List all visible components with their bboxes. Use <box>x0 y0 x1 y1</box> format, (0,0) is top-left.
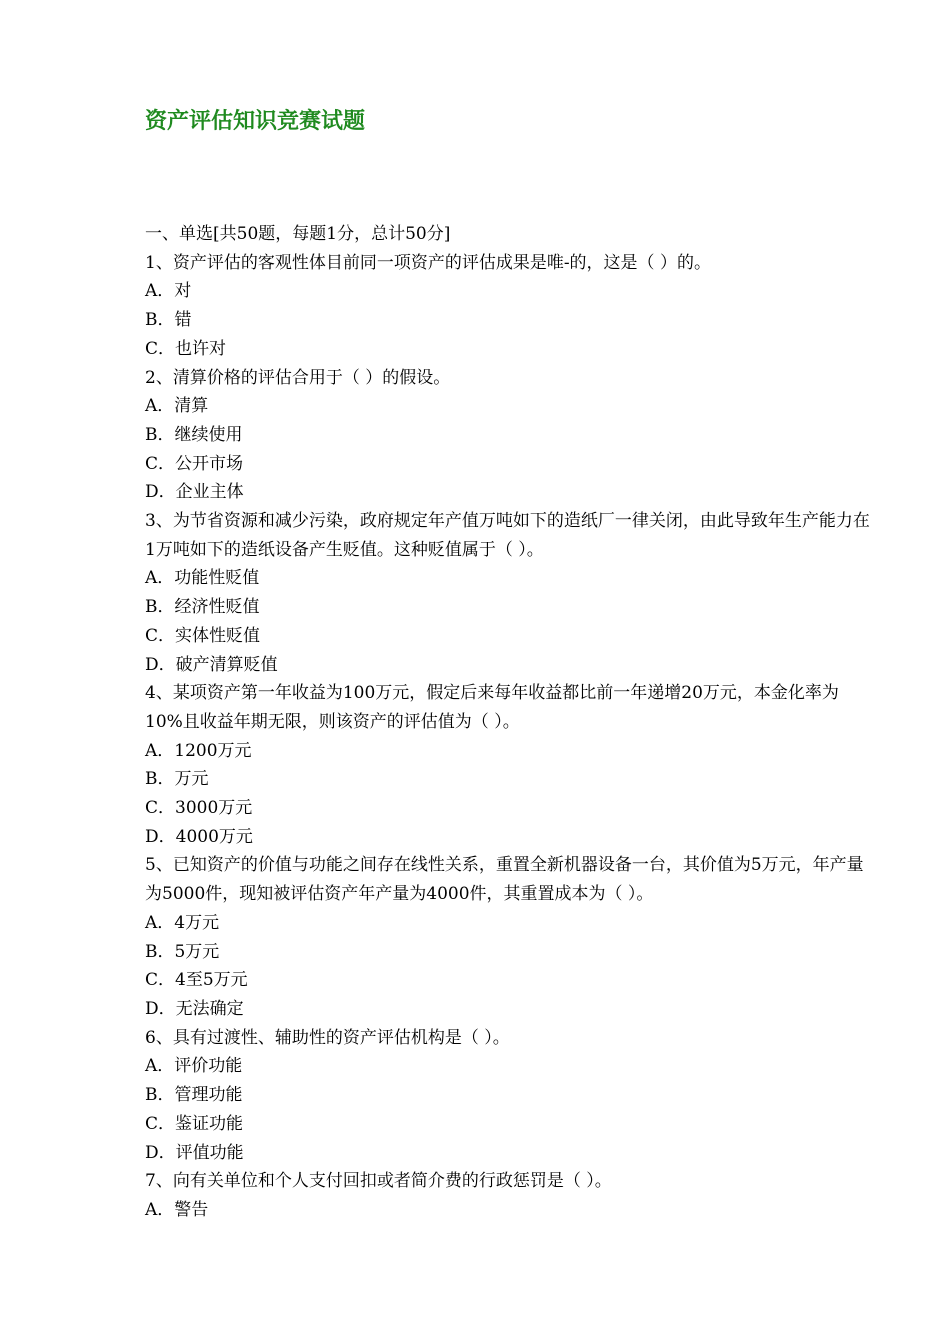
question-block <box>145 679 870 851</box>
question-block <box>145 364 870 508</box>
answer-option: A．4万元 <box>145 912 220 933</box>
answer-option: D．破产清算贬值 <box>145 654 278 675</box>
answer-option: A．清算 <box>145 396 209 417</box>
answer-option: C．也许对 <box>145 338 227 359</box>
question-text: 5、已知资产的价值与功能之间存在线性关系，重置全新机器设备一台，其价值为5万元，年产量为5000件，现知被评估资产年产量为4000件，其重置成本为（ ）。 <box>145 855 864 905</box>
answer-option: A．1200万元 <box>145 740 252 761</box>
question-block <box>145 1167 870 1224</box>
question-block <box>145 1024 870 1168</box>
answer-option: C．3000万元 <box>145 798 253 819</box>
question-text: 4、某项资产第一年收益为100万元，假定后来每年收益都比前一年递增20万元，本金化率为10%且收益年期无限，则该资产的评估值为（ ）。 <box>145 683 839 732</box>
answer-option: B．继续使用 <box>145 424 243 445</box>
answer-option: C．4至5万元 <box>145 970 248 991</box>
answer-option: B．5万元 <box>145 941 220 962</box>
question-text: 2、清算价格的评估合用于（ ）的假设。 <box>145 367 451 388</box>
answer-option: B．管理功能 <box>145 1085 243 1106</box>
answer-option: A．功能性贬值 <box>145 568 260 589</box>
question-block <box>145 249 870 364</box>
question-block <box>145 851 870 1023</box>
document-body <box>145 220 870 1225</box>
page-title: 资产评估知识竞赛试题 <box>145 108 366 134</box>
answer-option: C．公开市场 <box>145 453 244 474</box>
section-header: 一、单选[共50题，每题1分，总计50分] <box>145 224 451 244</box>
question-text: 3、为节省资源和减少污染，政府规定年产值万吨如下的造纸厂一律关闭，由此导致年生产能力在1万吨如下的造纸设备产生贬值。这种贬值属于（ ）。 <box>145 511 870 560</box>
answer-option: D．无法确定 <box>145 998 244 1019</box>
answer-option: D．企业主体 <box>145 482 244 503</box>
answer-option: B．万元 <box>145 769 209 790</box>
question-text: 7、向有关单位和个人支付回扣或者简介费的行政惩罚是（ ）。 <box>145 1171 612 1192</box>
answer-option: A．评价功能 <box>145 1056 243 1077</box>
answer-option: B．错 <box>145 310 192 331</box>
question-text: 6、具有过渡性、辅助性的资产评估机构是（ ）。 <box>145 1027 510 1048</box>
answer-option: C．实体性贬值 <box>145 625 261 646</box>
answer-option: A．警告 <box>145 1199 209 1220</box>
question-block <box>145 507 870 679</box>
answer-option: C．鉴证功能 <box>145 1113 244 1134</box>
answer-option: D．4000万元 <box>145 826 253 847</box>
answer-option: A．对 <box>145 281 192 302</box>
answer-option: D．评值功能 <box>145 1142 244 1163</box>
answer-option: B．经济性贬值 <box>145 597 260 618</box>
question-text: 1、资产评估的客观性体目前同一项资产的评估成果是唯-的，这是（ ）的。 <box>145 252 711 273</box>
